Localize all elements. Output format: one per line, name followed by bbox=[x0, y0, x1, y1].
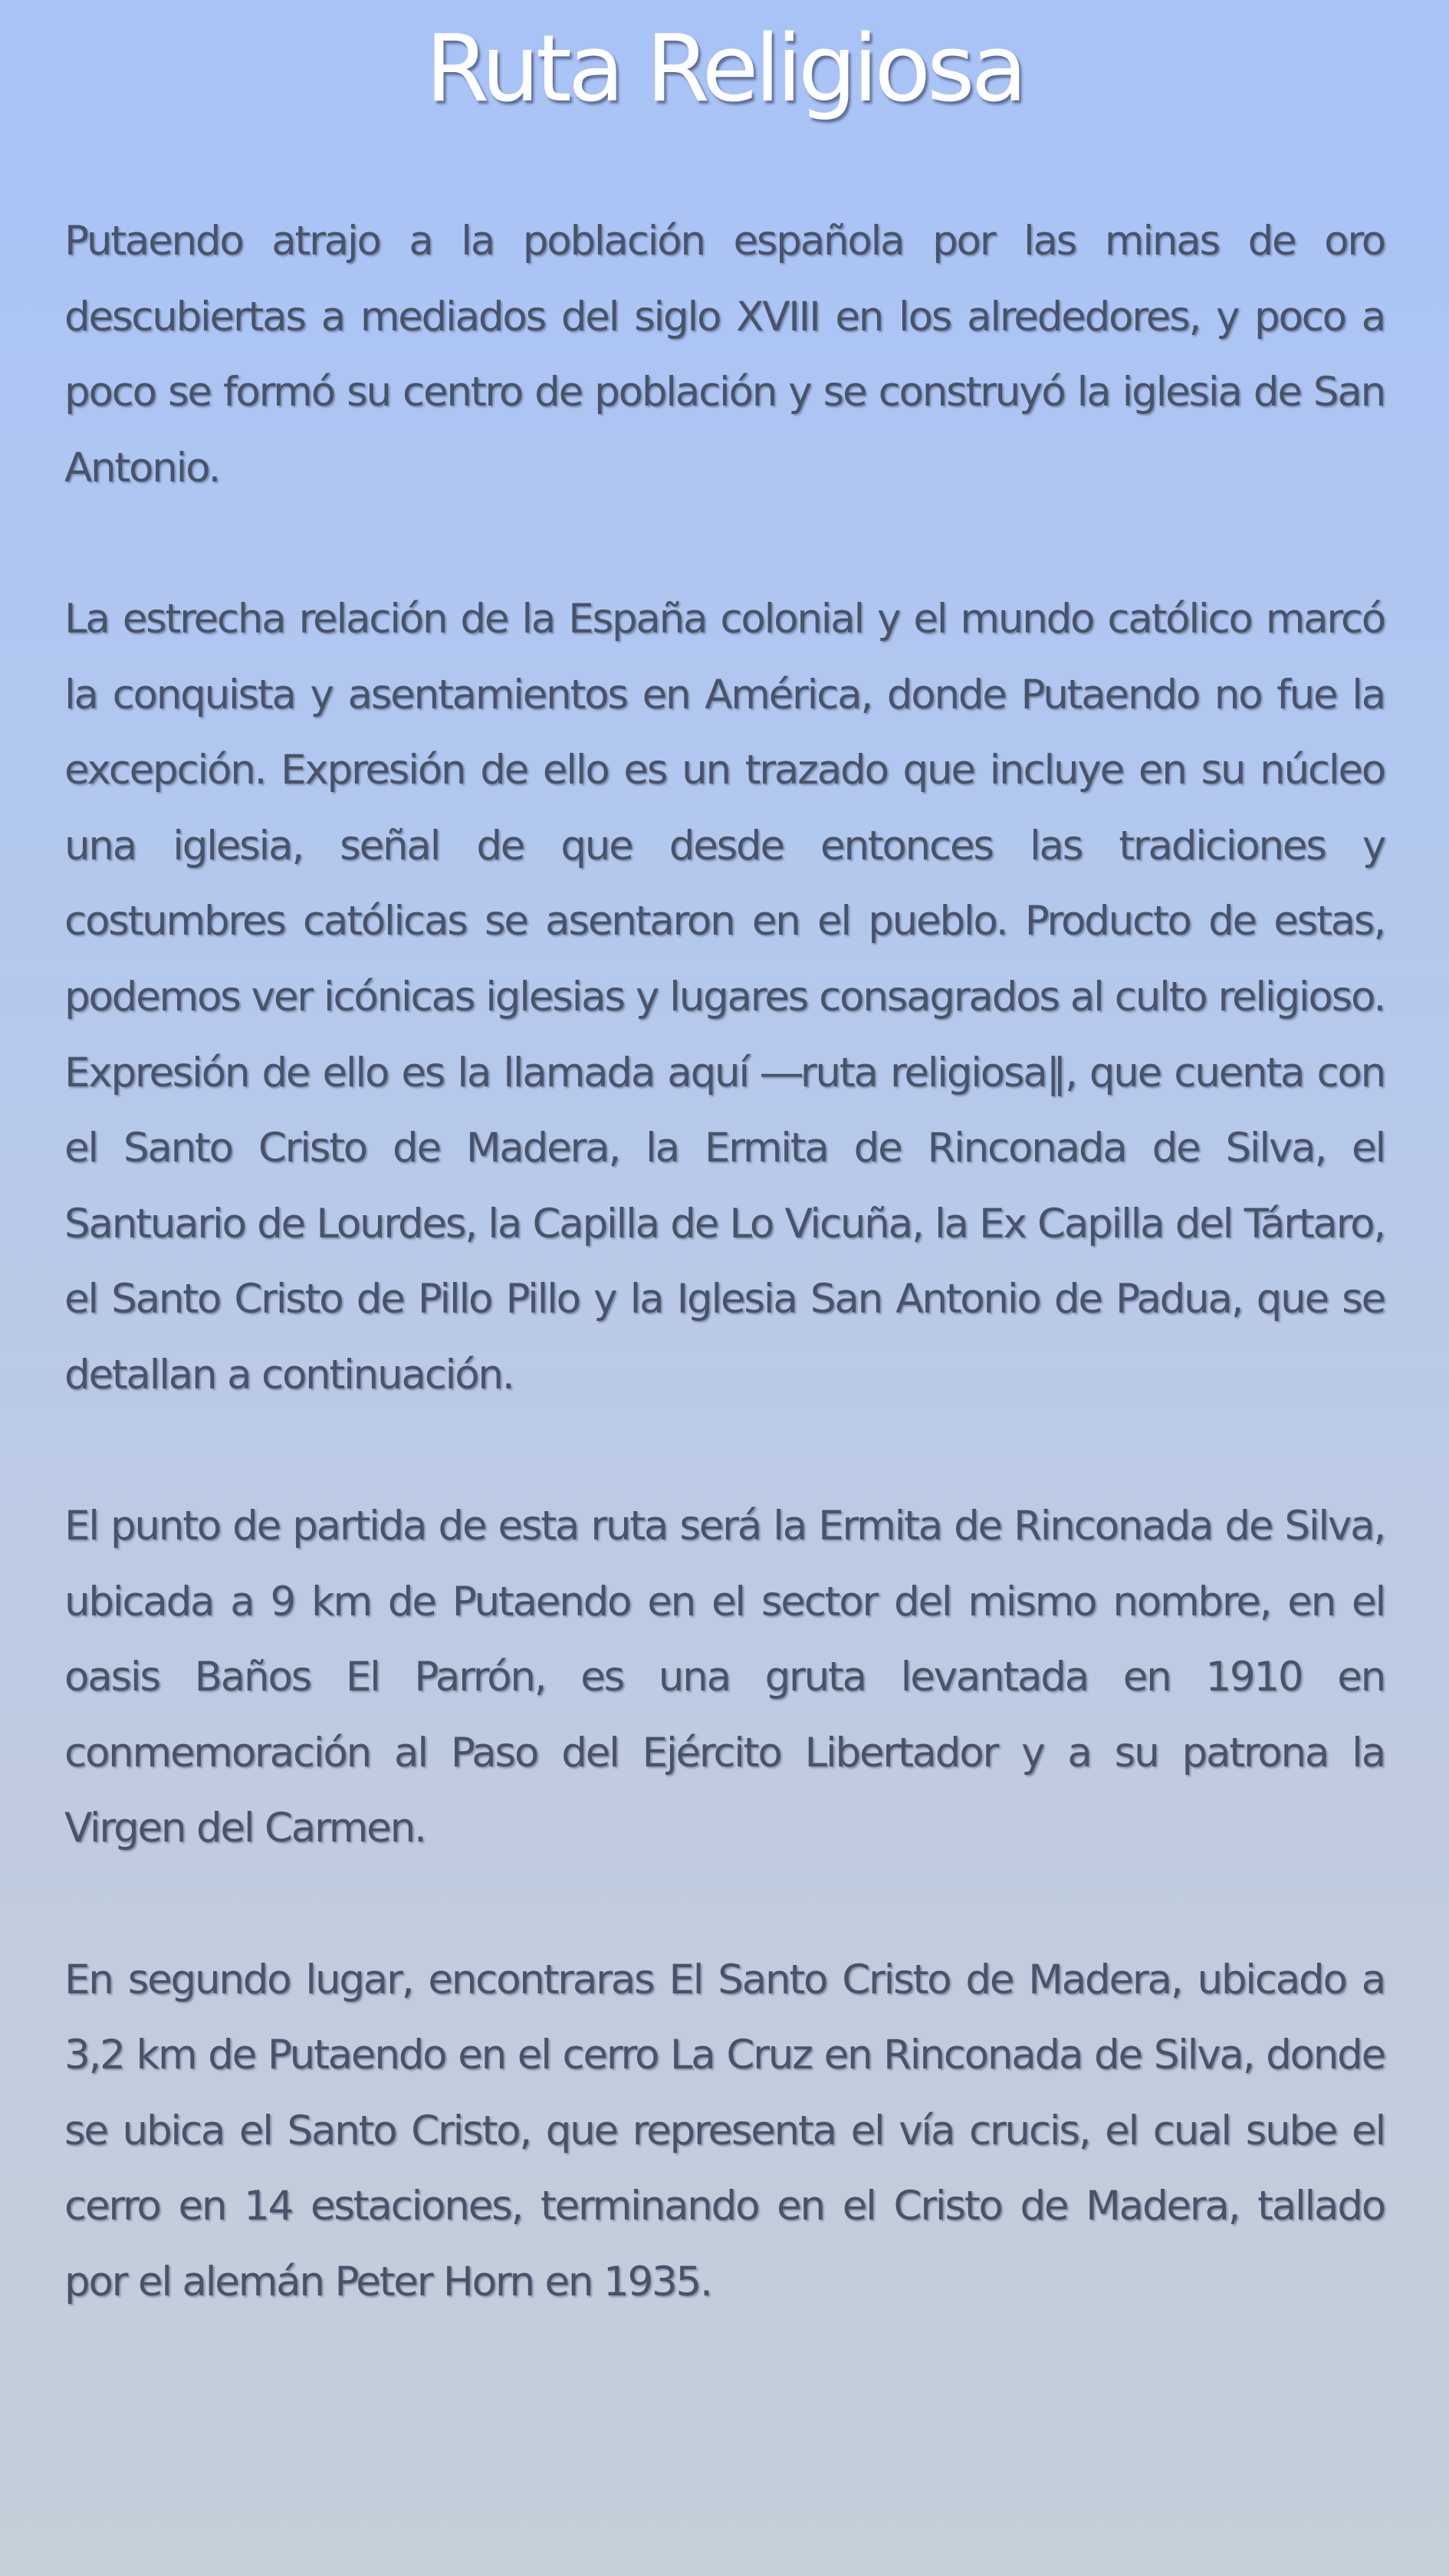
paragraph-ermita-rinconada: El punto de partida de esta ruta será la Ermita de Rinconada de Silva, ubicada a 9 km de Putaendo en el sector del mismo nombre, en el oasis Baños El Parrón, es una gruta levantada en 1910 en conmemoración al Paso del Ejército Libertador y a su patrona la Virgen del Carmen. bbox=[64, 1503, 1385, 1852]
paragraph-intro: Putaendo atrajo a la población española por las minas de oro descubiertas a mediados del siglo XVIII en los alrededores, y poco a poco se formó su centro de población y se construyó la iglesia de San Antonio. bbox=[64, 218, 1385, 491]
paragraph-santo-cristo: En segundo lugar, encontraras El Santo Cristo de Madera, ubicado a 3,2 km de Putaendo en el cerro La Cruz en Rinconada de Silva, donde se ubica el Santo Cristo, que representa el vía crucis, el cual sube el cerro en 14 estaciones, terminando en el Cristo de Madera, tallado por el alemán Peter Horn en 1935. bbox=[64, 1956, 1385, 2306]
body-text bbox=[64, 204, 1385, 2321]
page-title: Ruta Religiosa bbox=[425, 16, 1024, 123]
paragraph-colonial-context: La estrecha relación de la España colonial y el mundo católico marcó la conquista y asentamientos en América, donde Putaendo no fue la excepción. Expresión de ello es un trazado que incluye en su núcleo una iglesia, señal de que desde entonces las tradiciones y costumbres católicas se asentaron en el pueblo. Producto de estas, podemos ver icónicas iglesias y lugares consagrados al culto religioso. Expresión de ello es la llamada aquí ―ruta religiosa‖, que cuenta con el Santo Cristo de Madera, la Ermita de Rinconada de Silva, el Santuario de Lourdes, la Capilla de Lo Vicuña, la Ex Capilla del Tártaro, el Santo Cristo de Pillo Pillo y la Iglesia San Antonio de Padua, que se detallan a continuación. bbox=[64, 595, 1385, 1398]
